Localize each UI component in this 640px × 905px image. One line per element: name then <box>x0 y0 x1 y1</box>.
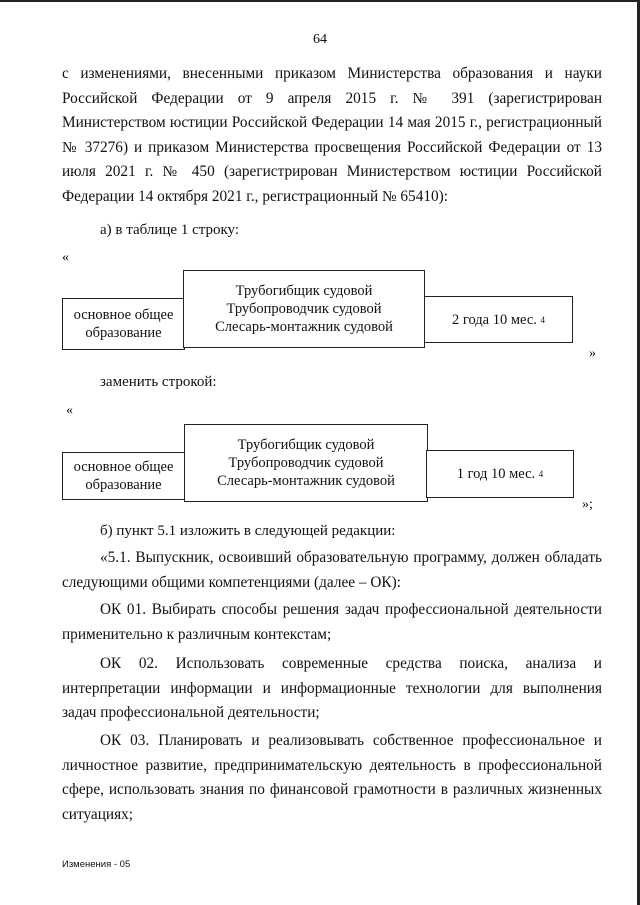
profession: Трубогибщик судовой <box>235 283 373 299</box>
table-new-duration: 1 год 10 мес. 4 <box>426 450 574 498</box>
profession: Трубопроводчик судовой <box>228 455 384 471</box>
intro-paragraph: с изменениями, внесенными приказом Министерства образования и науки Российской Федерации от 9 апреля 2015 г. № 391 (зарегистрирован Министерством юстиции Российской Федерации 14 мая 2015 г., регистрационный № 37276) и приказом Министерства просвещения Российской Федерации от 13 июля 2021 г. № 450 (зарегистрирован Министерством юстиции Российской Федерации 14 октября 2021 г., регистрационный № 65410): <box>62 65 602 205</box>
footer-label: Изменения - 05 <box>62 859 131 870</box>
quote-open-2: « <box>66 403 73 418</box>
item-b: б) пункт 5.1 изложить в следующей редакции: <box>100 523 396 539</box>
page-number: 64 <box>313 32 327 47</box>
quote-open-1: « <box>62 250 69 265</box>
quote-close-1: » <box>589 346 596 361</box>
footnote-ref: 4 <box>540 314 545 325</box>
table-old-education: основное общее образование <box>62 298 185 350</box>
table-old-duration: 2 года 10 мес. 4 <box>424 296 573 343</box>
quote-close-2: »; <box>582 497 593 512</box>
ok-02: ОК 02. Использовать современные средства поиска, анализа и интерпретации информации и информационные технологии для выполнения задач профессиональной деятельности; <box>62 655 602 721</box>
table-new-professions <box>184 424 428 502</box>
ok-03: ОК 03. Планировать и реализовывать собственное профессиональное и личностное развитие, предпринимательскую деятельность в профессиональной сфере, использовать знания по финансовой грамотности в различных жизненных ситуациях; <box>62 732 602 823</box>
footnote-ref: 4 <box>538 469 544 479</box>
profession: Слесарь-монтажник судовой <box>217 473 395 489</box>
paragraph-5-1: «5.1. Выпускник, освоивший образовательную программу, должен обладать следующими общими компетенциями (далее – ОК): <box>62 549 602 591</box>
profession: Трубогибщик судовой <box>237 437 375 453</box>
profession: Трубопроводчик судовой <box>226 301 382 317</box>
table-old-professions <box>183 270 425 348</box>
scan-border-top <box>0 0 640 2</box>
ok-01: ОК 01. Выбирать способы решения задач профессиональной деятельности применительно к различным контекстам; <box>62 601 602 643</box>
replace-with: заменить строкой: <box>100 374 217 390</box>
profession: Слесарь-монтажник судовой <box>215 319 393 335</box>
table-new-education: основное общее образование <box>62 452 185 500</box>
item-a: а) в таблице 1 строку: <box>100 222 240 238</box>
